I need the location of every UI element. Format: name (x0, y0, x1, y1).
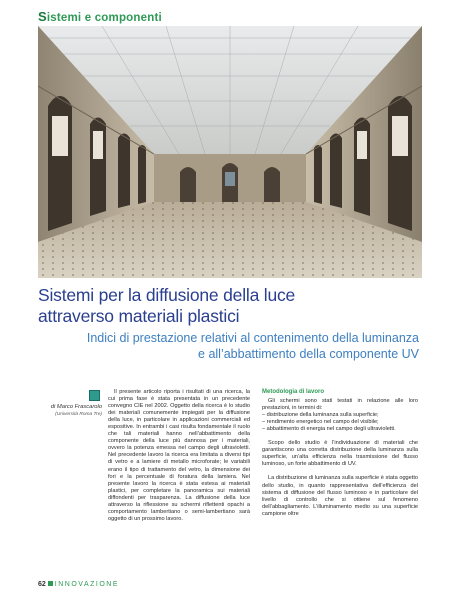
right-paragraph-3: La distribuzione di luminanza sulla superficie è stata oggetto dello studio, in quanto rappresentativa dell’efficienza del sistema di diffusione del flusso luminoso e in particolare del livello di controllo che si ottiene sul fenomeno dell’abbagliamento. L’illuminamento medio su una superficie campione oltre (262, 475, 418, 517)
page-number: 62 (38, 581, 46, 588)
article-title-line-2: attraverso materiali plastici (38, 306, 240, 326)
section-header-initial: S (38, 9, 47, 24)
left-paragraph-1: Il presente articolo riporta i risultati di una ricerca, la cui prima fase è stata presentata in un precedente convegno CIE nel 2002. Oggetto della ricerca è lo studio dei materiali comunemente impiegati per la diffusione della luce, in particolare in applicazioni commerciali ed espositive. In entrambi i casi risulta fondamentale il ruolo che tali materiali hanno nell’abbattimento della componente della luce più dannosa per i materiali, ovvero la potenza emessa nel campo degli ultravioletti. Nel precedente lavoro la ricerca era limitata a diversi tipi di vetro e a lamiere di metallo microforate; le variabili erano il tipo di trattamento del vetro, la dimensione dei fori e la percentuale di foratura della lamiera. Nel presente lavoro la ricerca è stata estesa ai materiali plastici, per completare la panoramica sui materiali diffondenti per trasparenza. La diffusione della luce attraverso la riflessione su schermi riflettenti opachi a comportamento lambertiano o semi-lambertiano sarà oggetto di un prossimo lavoro. (108, 389, 250, 522)
right-text-column (262, 389, 418, 518)
methodology-item-3: – abbattimento di energia nel campo degli ultravioletti. (262, 426, 396, 433)
article-subtitle-line-2: e all’abbattimento della componente UV (198, 347, 419, 361)
methodology-item-1: – distribuzione della luminanza sulla superficie; (262, 412, 379, 419)
article-title-line-1: Sistemi per la diffusione della luce (38, 285, 296, 305)
left-text-column (108, 389, 250, 523)
article-title (38, 285, 428, 327)
page-footer (38, 581, 119, 588)
gallery-hall-photo (38, 26, 422, 278)
author-name: di Marco Frascarolo (50, 404, 102, 410)
right-paragraph-2: Scopo dello studio è l’individuazione di materiali che garantiscono una corretta distribuzione della luminanza sulla superficie, un’alta efficienza nella trasmissione del flusso luminoso, un forte abbattimento di UV. (262, 440, 418, 468)
methodology-item-2: – rendimento energetico nel campo del visibile; (262, 419, 379, 426)
methodology-intro: Gli schermi sono stati testati in relazione alle loro prestazioni, in termini di: (262, 398, 418, 412)
section-header-text: istemi e componenti (46, 12, 162, 24)
section-header (38, 9, 162, 24)
magazine-name: INNOVAZIONE (54, 581, 120, 588)
author-affiliation: (Università Roma Tre) (55, 412, 102, 417)
footer-square-icon (48, 581, 53, 586)
article-subtitle (39, 330, 419, 362)
article-subtitle-line-1: Indici di prestazione relativi al contenimento della luminanza (86, 331, 419, 345)
methodology-heading: Metodologia di lavoro (262, 389, 325, 395)
author-marker-square (89, 390, 100, 401)
